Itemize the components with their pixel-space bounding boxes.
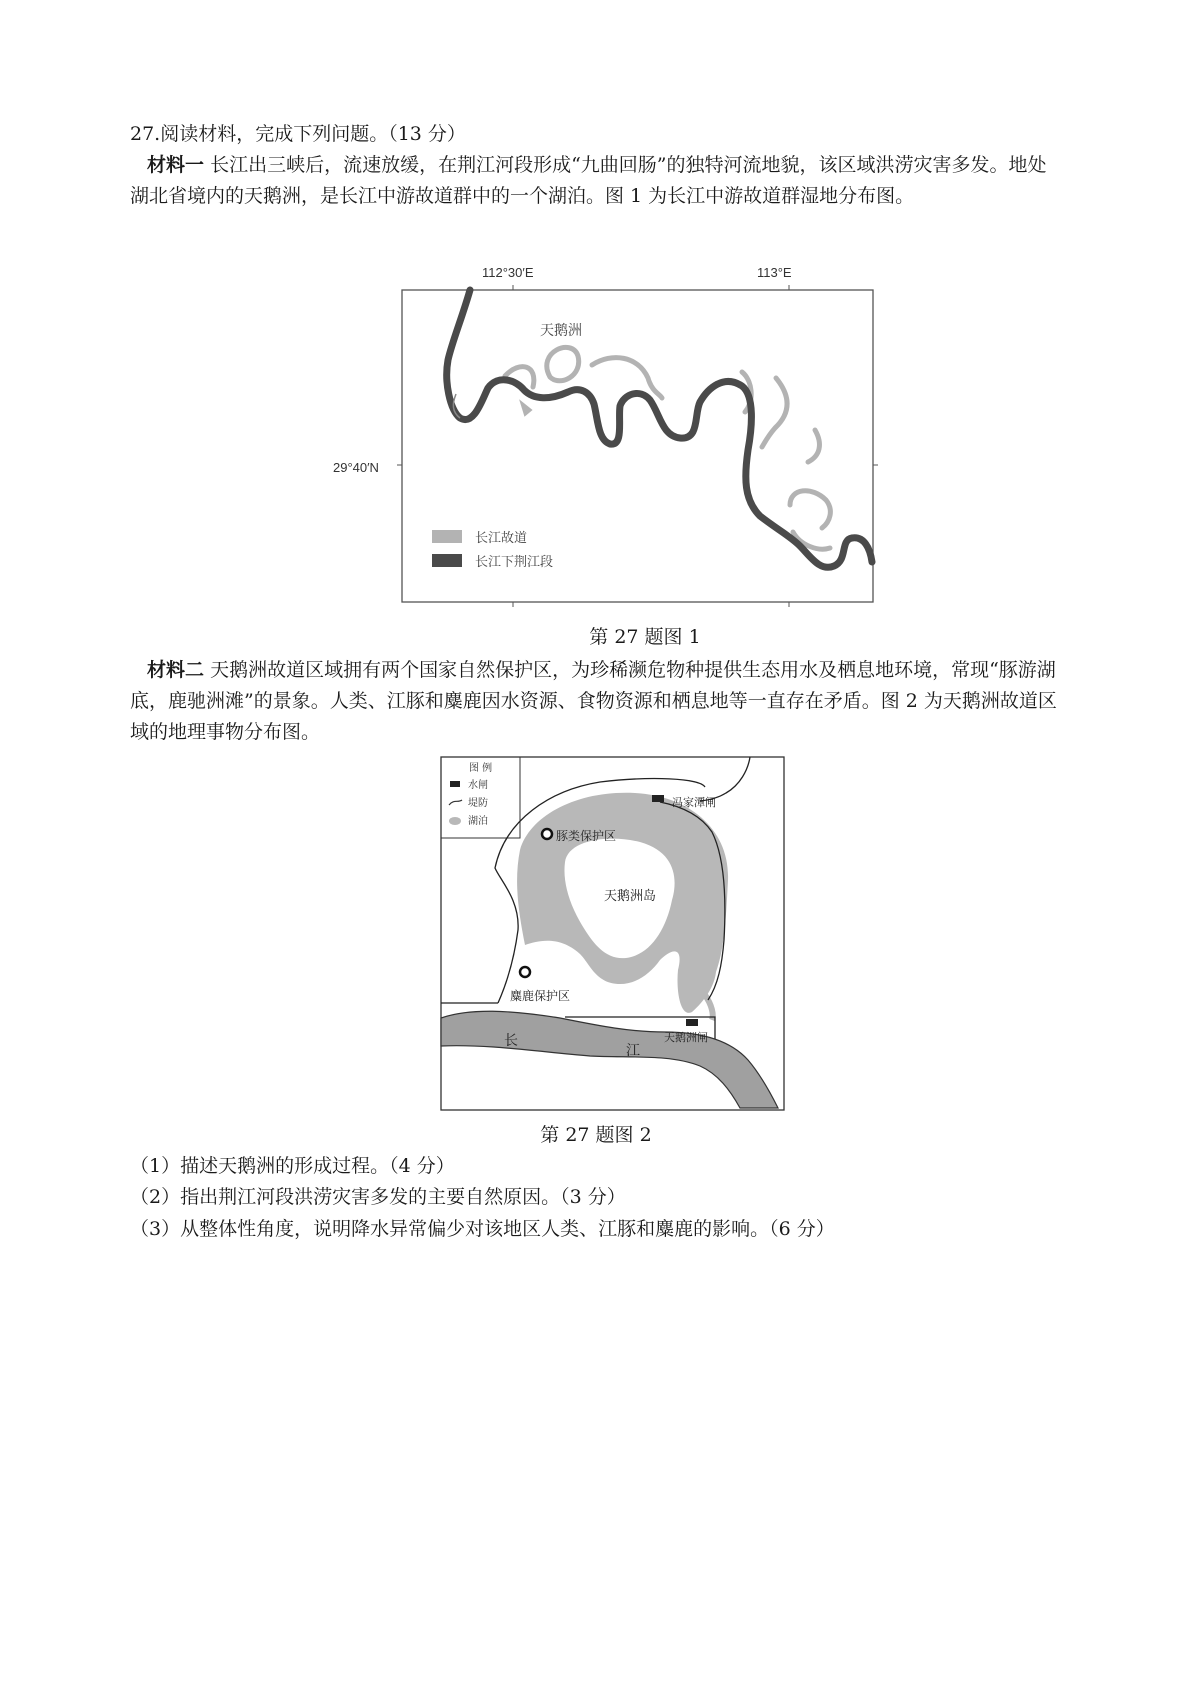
fig2-legend-levee-label: 堤防 bbox=[468, 798, 488, 809]
fig2-legend-lake-label: 湖泊 bbox=[468, 816, 488, 827]
fig2-legend-sluice-label: 水闸 bbox=[468, 780, 488, 791]
figure-2-map bbox=[435, 752, 790, 1117]
fig2-river-char-2: 江 bbox=[626, 1043, 640, 1059]
fig1-lat-label: 29°40′N bbox=[333, 460, 379, 475]
fig1-lon-label-1: 112°30′E bbox=[482, 265, 534, 280]
material-2-label: 材料二 bbox=[147, 659, 205, 681]
fig2-island-label: 天鹅洲岛 bbox=[604, 889, 657, 904]
material-1-text: 长江出三峡后，流速放缓，在荆江河段形成“九曲回肠”的独特河流地貌，该区域洪涝灾害多发。地处湖北省境内的天鹅洲，是长江中游故道群中的一个湖泊。图 1 为长江中游故道群湿地分布图。 bbox=[130, 154, 1047, 207]
fig2-deer-reserve-marker bbox=[520, 967, 530, 977]
fig2-deer-reserve-label: 麋鹿保护区 bbox=[510, 989, 571, 1003]
fig1-tianezhou-label: 天鹅洲 bbox=[540, 323, 582, 339]
fig2-river-char-1: 长 bbox=[504, 1033, 518, 1049]
fig1-frame bbox=[402, 290, 873, 602]
material-1 bbox=[130, 150, 1065, 212]
material-2 bbox=[130, 655, 1065, 748]
figure-1-caption: 第 27 题图 1 bbox=[589, 626, 701, 648]
fig1-legend-old-label: 长江故道 bbox=[475, 531, 528, 546]
fig2-legend-title: 图 例 bbox=[469, 763, 493, 774]
fig2-legend-sluice-icon bbox=[450, 781, 460, 787]
fig2-fengjiatan-sluice-icon bbox=[652, 795, 664, 802]
sub-question-1: （1）描述天鹅洲的形成过程。（4 分） bbox=[130, 1155, 455, 1177]
fig1-legend-old-swatch bbox=[432, 530, 462, 543]
material-2-text: 天鹅洲故道区域拥有两个国家自然保护区，为珍稀濒危物种提供生态用水及栖息地环境，常现“豚游湖底，鹿驰洲滩”的景象。人类、江豚和麋鹿因水资源、食物资源和栖息地等一直存在矛盾。图 2 为天鹅洲故道区域的地理事物分布图。 bbox=[130, 659, 1057, 743]
fig2-tianezhou-sluice-icon bbox=[686, 1019, 698, 1026]
material-1-label: 材料一 bbox=[147, 154, 205, 176]
sub-question-2: （2）指出荆江河段洪涝灾害多发的主要自然原因。（3 分） bbox=[130, 1186, 626, 1208]
fig1-legend-river-swatch bbox=[432, 554, 462, 567]
fig2-legend-lake-icon bbox=[449, 817, 461, 825]
figure-1-map bbox=[390, 280, 890, 620]
sub-question-3: （3）从整体性角度，说明降水异常偏少对该地区人类、江豚和麋鹿的影响。（6 分） bbox=[130, 1218, 835, 1240]
fig2-dolphin-reserve-label: 豚类保护区 bbox=[556, 829, 617, 843]
fig2-fengjiatan-label: 冯家潭闸 bbox=[672, 796, 716, 809]
fig1-lon-label-2: 113°E bbox=[757, 265, 792, 280]
question-title: 27.阅读材料，完成下列问题。（13 分） bbox=[130, 123, 466, 145]
fig1-legend-river-label: 长江下荆江段 bbox=[475, 555, 554, 570]
fig2-dolphin-reserve-marker bbox=[542, 829, 552, 839]
figure-2-caption: 第 27 题图 2 bbox=[540, 1124, 652, 1146]
fig2-tianezhou-sluice-label: 天鹅洲闸 bbox=[664, 1031, 708, 1044]
